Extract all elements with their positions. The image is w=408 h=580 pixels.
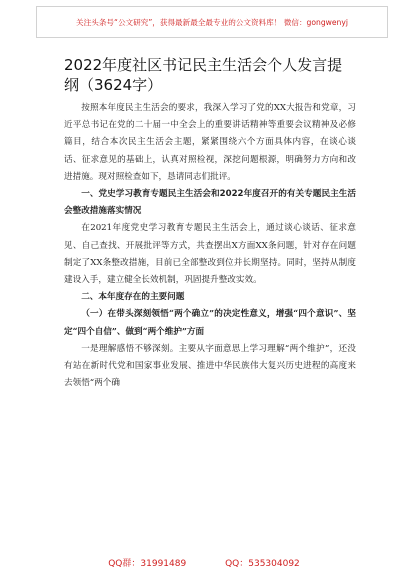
subsection-heading-1: （一）在带头深刻领悟“两个确立”的决定性意义，增强“四个意识”、坚定“四个自信”、做到“两个维护”方面 [64, 309, 356, 337]
paragraph-problem-1: 一是理解感悟不够深刻。主要从字面意思上学习理解“两个维护”，还没有站在新时代党和国家事业发展、推进中华民族伟大复兴历史进程的高度来去领悟“两个确 [64, 343, 356, 389]
document-title: 2022年度社区书记民主生活会个人发言提纲（3624字） [64, 56, 343, 94]
footer-qq-group: QQ群：31991489 [108, 559, 187, 569]
paragraph-rectification: 在2021年度党史学习教育专题民主生活会上，通过谈心谈话、征求意见、自己查找、开展批评等方式，共查摆出X方面XX条问题，针对存在问题制定了XX条整改措施，目前已全部整改到位并长期坚持。同时，坚持从制度建设入手，建立健全长效机制，巩固提升整改实效。 [64, 223, 356, 286]
page-footer [0, 556, 408, 569]
document-body [64, 100, 356, 392]
paragraph-intro: 按照本年度民主生活会的要求，我深入学习了党的XX大报告和党章，习近平总书记在党的二十届一中全会上的重要讲话精神等重要会议精神及必修篇目，结合本次民主生活会主题，紧紧围绕六个方面具体内容，在谈心谈话、征求意见的基础上，认真对照检视，深挖问题根源，明确努力方向和改进措施。现对照检查如下，恳请同志们批评。 [64, 103, 356, 182]
section-heading-2: 二、本年度存在的主要问题 [81, 292, 185, 303]
header-banner [36, 6, 388, 38]
section-heading-1: 一、党史学习教育专题民主生活会和2022年度召开的有关专题民主生活会整改措施落实情况 [64, 189, 356, 217]
footer-qq: QQ：535304092 [225, 559, 300, 569]
banner-text: 关注头条号“公文研究”，获得最新最全最专业的公文资料库！ 微信：gongwenyj [76, 17, 348, 27]
